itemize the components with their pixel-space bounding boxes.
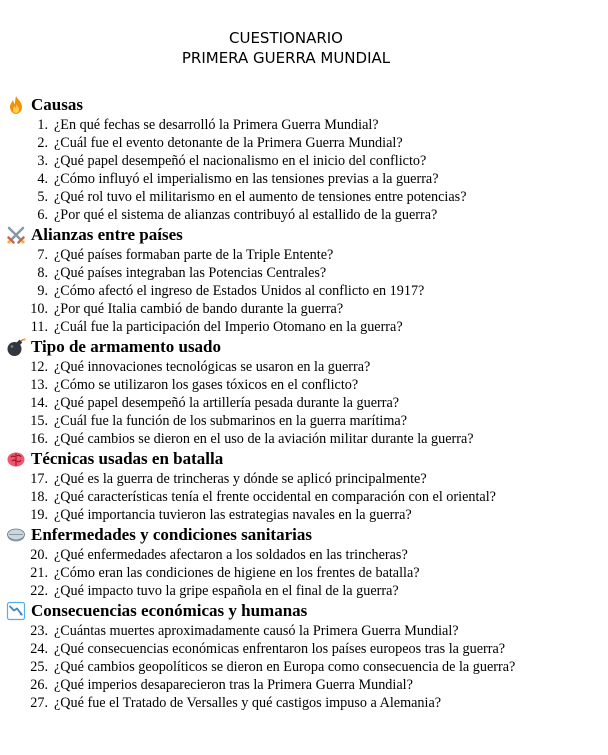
question-list — [6, 116, 602, 224]
question-number: 15. — [30, 413, 48, 429]
pill-icon — [6, 525, 26, 545]
fire-icon — [6, 95, 26, 115]
list-item — [6, 640, 602, 658]
list-item — [6, 264, 602, 282]
question-number: 2. — [37, 135, 48, 151]
brain-icon — [6, 449, 26, 469]
list-item — [6, 506, 602, 524]
chart-decreasing-icon — [6, 601, 26, 621]
question-text: ¿En qué fechas se desarrolló la Primera Guerra Mundial? — [54, 117, 379, 133]
section-heading — [6, 524, 602, 546]
question-number: 19. — [30, 507, 48, 523]
question-text: ¿Cómo eran las condiciones de higiene en los frentes de batalla? — [54, 565, 420, 581]
list-item — [6, 300, 602, 318]
title-line-1: CUESTIONARIO — [229, 29, 343, 47]
question-text: ¿Cuántas muertes aproximadamente causó la Primera Guerra Mundial? — [54, 623, 459, 639]
question-list — [6, 546, 602, 600]
question-text: ¿Qué fue el Tratado de Versalles y qué castigos impuso a Alemania? — [54, 695, 442, 711]
section-heading — [6, 224, 602, 246]
list-item — [6, 582, 602, 600]
section-heading — [6, 94, 602, 116]
section-causas — [6, 94, 602, 224]
list-item — [6, 188, 602, 206]
section-tecnicas — [6, 448, 602, 524]
question-text: ¿Cuál fue la función de los submarinos en la guerra marítima? — [54, 413, 407, 429]
question-list — [6, 470, 602, 524]
question-text: ¿Qué consecuencias económicas enfrentaron los países europeos tras la guerra? — [54, 641, 506, 657]
list-item — [6, 246, 602, 264]
question-text: ¿Qué impacto tuvo la gripe española en el final de la guerra? — [54, 583, 399, 599]
question-number: 1. — [37, 117, 48, 133]
list-item — [6, 206, 602, 224]
document-title — [0, 28, 572, 68]
question-text: ¿Qué rol tuvo el militarismo en el aumento de tensiones entre potencias? — [54, 189, 467, 205]
section-title: Alianzas entre países — [31, 225, 183, 244]
section-title: Causas — [31, 95, 83, 114]
question-number: 22. — [30, 583, 48, 599]
question-number: 14. — [30, 395, 48, 411]
list-item — [6, 430, 602, 448]
section-heading — [6, 336, 602, 358]
question-number: 24. — [30, 641, 48, 657]
list-item — [6, 694, 602, 712]
question-text: ¿Qué enfermedades afectaron a los soldados en las trincheras? — [54, 547, 408, 563]
question-number: 17. — [30, 471, 48, 487]
list-item — [6, 116, 602, 134]
question-number: 11. — [30, 319, 48, 335]
question-text: ¿Qué cambios se dieron en el uso de la aviación militar durante la guerra? — [54, 431, 474, 447]
question-number: 13. — [30, 377, 48, 393]
question-list — [6, 622, 602, 712]
list-item — [6, 488, 602, 506]
question-number: 18. — [30, 489, 48, 505]
list-item — [6, 622, 602, 640]
question-text: ¿Qué innovaciones tecnológicas se usaron en la guerra? — [54, 359, 371, 375]
question-text: ¿Cómo afectó el ingreso de Estados Unidos al conflicto en 1917? — [54, 283, 425, 299]
question-text: ¿Cómo influyó el imperialismo en las tensiones previas a la guerra? — [54, 171, 439, 187]
question-text: ¿Qué países integraban las Potencias Centrales? — [54, 265, 327, 281]
crossed-swords-icon — [6, 225, 26, 245]
question-number: 8. — [37, 265, 48, 281]
list-item — [6, 412, 602, 430]
question-text: ¿Qué países formaban parte de la Triple Entente? — [54, 247, 334, 263]
question-number: 12. — [30, 359, 48, 375]
question-number: 25. — [30, 659, 48, 675]
list-item — [6, 282, 602, 300]
questionnaire — [6, 94, 602, 712]
question-list — [6, 246, 602, 336]
question-number: 10. — [30, 301, 48, 317]
question-number: 16. — [30, 431, 48, 447]
question-number: 26. — [30, 677, 48, 693]
list-item — [6, 658, 602, 676]
question-text: ¿Qué papel desempeñó la artillería pesada durante la guerra? — [54, 395, 400, 411]
list-item — [6, 170, 602, 188]
question-text: ¿Qué es la guerra de trincheras y dónde se aplicó principalmente? — [54, 471, 427, 487]
question-text: ¿Qué imperios desaparecieron tras la Primera Guerra Mundial? — [54, 677, 413, 693]
section-title: Técnicas usadas en batalla — [31, 449, 224, 468]
section-heading — [6, 600, 602, 622]
section-enfermedades — [6, 524, 602, 600]
list-item — [6, 358, 602, 376]
question-number: 4. — [37, 171, 48, 187]
section-title: Tipo de armamento usado — [31, 337, 222, 356]
question-number: 3. — [37, 153, 48, 169]
question-number: 7. — [37, 247, 48, 263]
list-item — [6, 134, 602, 152]
list-item — [6, 676, 602, 694]
section-title: Enfermedades y condiciones sanitarias — [31, 525, 312, 544]
question-text: ¿Cuál fue el evento detonante de la Primera Guerra Mundial? — [54, 135, 403, 151]
section-heading — [6, 448, 602, 470]
question-number: 5. — [37, 189, 48, 205]
question-number: 20. — [30, 547, 48, 563]
question-number: 27. — [30, 695, 48, 711]
question-text: ¿Qué características tenía el frente occidental en comparación con el oriental? — [54, 489, 496, 505]
list-item — [6, 394, 602, 412]
question-text: ¿Qué importancia tuvieron las estrategias navales en la guerra? — [54, 507, 412, 523]
section-armamento — [6, 336, 602, 448]
question-text: ¿Por qué el sistema de alianzas contribuyó al estallido de la guerra? — [54, 207, 438, 223]
question-text: ¿Qué cambios geopolíticos se dieron en Europa como consecuencia de la guerra? — [54, 659, 516, 675]
list-item — [6, 546, 602, 564]
question-list — [6, 358, 602, 448]
question-text: ¿Qué papel desempeñó el nacionalismo en el inicio del conflicto? — [54, 153, 427, 169]
list-item — [6, 318, 602, 336]
list-item — [6, 564, 602, 582]
list-item — [6, 376, 602, 394]
title-line-2: PRIMERA GUERRA MUNDIAL — [181, 49, 391, 67]
section-title: Consecuencias económicas y humanas — [31, 601, 308, 620]
question-number: 23. — [30, 623, 48, 639]
question-text: ¿Cómo se utilizaron los gases tóxicos en el conflicto? — [54, 377, 359, 393]
section-consecuencias — [6, 600, 602, 712]
question-text: ¿Cuál fue la participación del Imperio Otomano en la guerra? — [54, 319, 403, 335]
bomb-icon — [6, 337, 26, 357]
question-number: 6. — [37, 207, 48, 223]
section-alianzas — [6, 224, 602, 336]
list-item — [6, 152, 602, 170]
question-number: 9. — [37, 283, 48, 299]
list-item — [6, 470, 602, 488]
question-text: ¿Por qué Italia cambió de bando durante la guerra? — [54, 301, 344, 317]
question-number: 21. — [30, 565, 48, 581]
